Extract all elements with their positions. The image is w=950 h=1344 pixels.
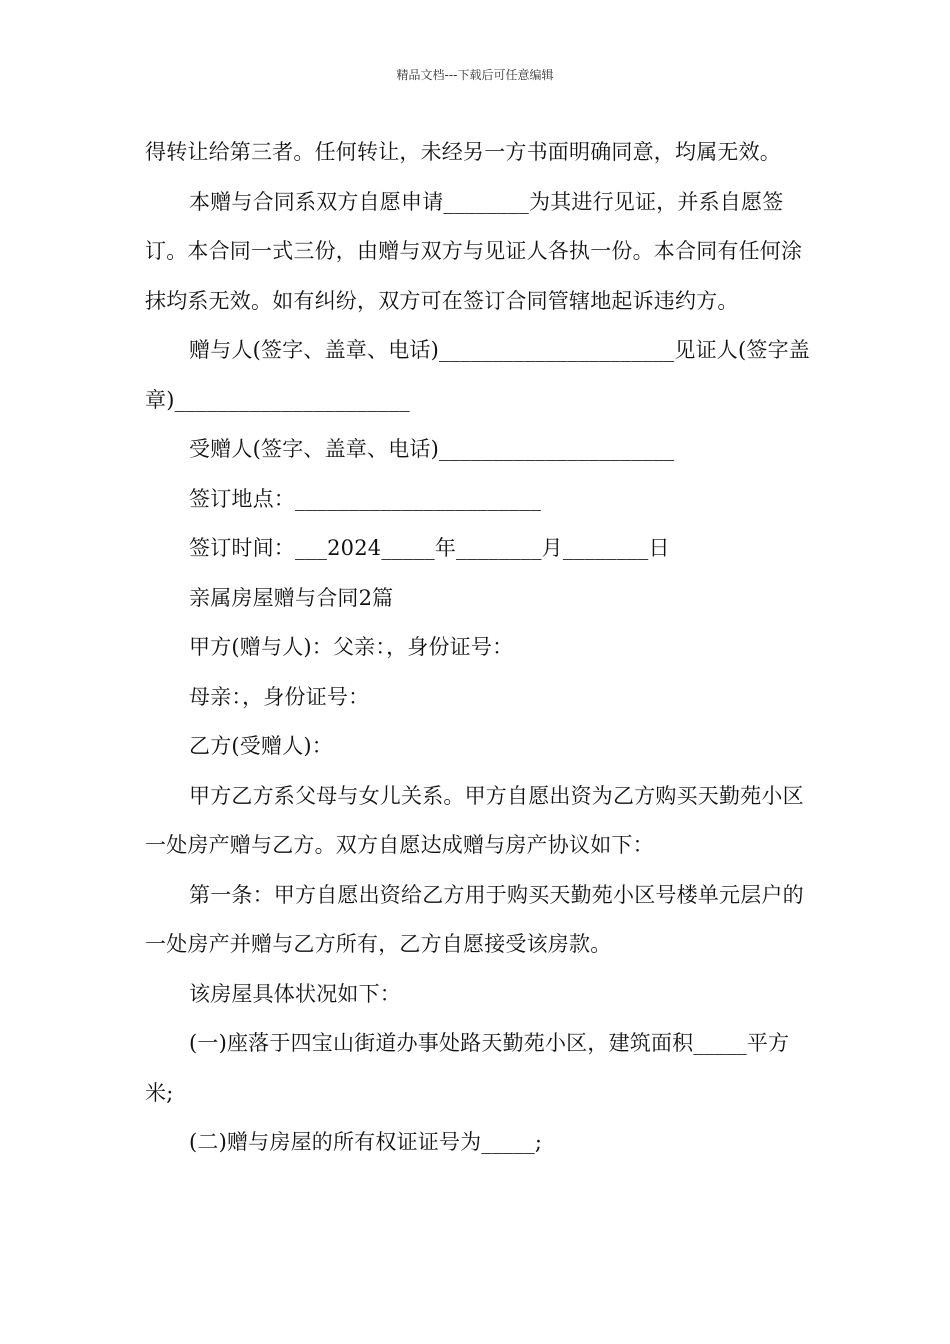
signing-place-line: 签订地点：_______________________: [189, 486, 542, 511]
section-title: 亲属房屋赠与合同2篇: [189, 585, 394, 610]
paragraph-witness-clause: 本赠与合同系双方自愿申请________为其进行见证，并系自愿签订。本合同一式三份，由赠与双方与见证人各执一份。本合同有任何涂抹均系无效。如有纠纷，双方可在签订合同管辖地起诉违约方。: [145, 189, 803, 313]
document-body: [145, 128, 810, 1168]
recipient-signature-line: 受赠人(签字、盖章、电话)______________________: [189, 437, 675, 461]
house-item-two: (二)赠与房屋的所有权证证号为_____;: [189, 1130, 543, 1154]
house-item-one: (一)座落于四宝山街道办事处路天勤苑小区，建筑面积_____平方米;: [145, 1031, 790, 1105]
donor-signature-line: 赠与人(签字、盖章、电话)______________________见证人(签字盖章)______________________: [145, 338, 810, 412]
party-a-line: 甲方(赠与人)：父亲：，身份证号：: [189, 635, 514, 659]
paragraph-transfer-clause: 得转让给第三者。任何转让，未经另一方书面明确同意，均属无效。: [145, 140, 781, 164]
article-one: 第一条：甲方自愿出资给乙方用于购买天勤苑小区号楼单元层户的一处房产并赠与乙方所有，乙方自愿接受该房款。: [145, 882, 804, 956]
page-header: 精品文档---下载后可任意编辑: [396, 68, 554, 82]
paragraph-relationship: 甲方乙方系父母与女儿关系。甲方自愿出资为乙方购买天勤苑小区一处房产赠与乙方。双方自愿达成赠与房产协议如下：: [145, 783, 804, 857]
party-b-line: 乙方(受赠人)：: [189, 734, 333, 758]
house-status-heading: 该房屋具体状况如下：: [189, 981, 401, 1006]
signing-date-line: 签订时间：___2024_____年________月________日: [189, 536, 670, 560]
mother-line: 母亲：，身份证号：: [189, 684, 370, 709]
